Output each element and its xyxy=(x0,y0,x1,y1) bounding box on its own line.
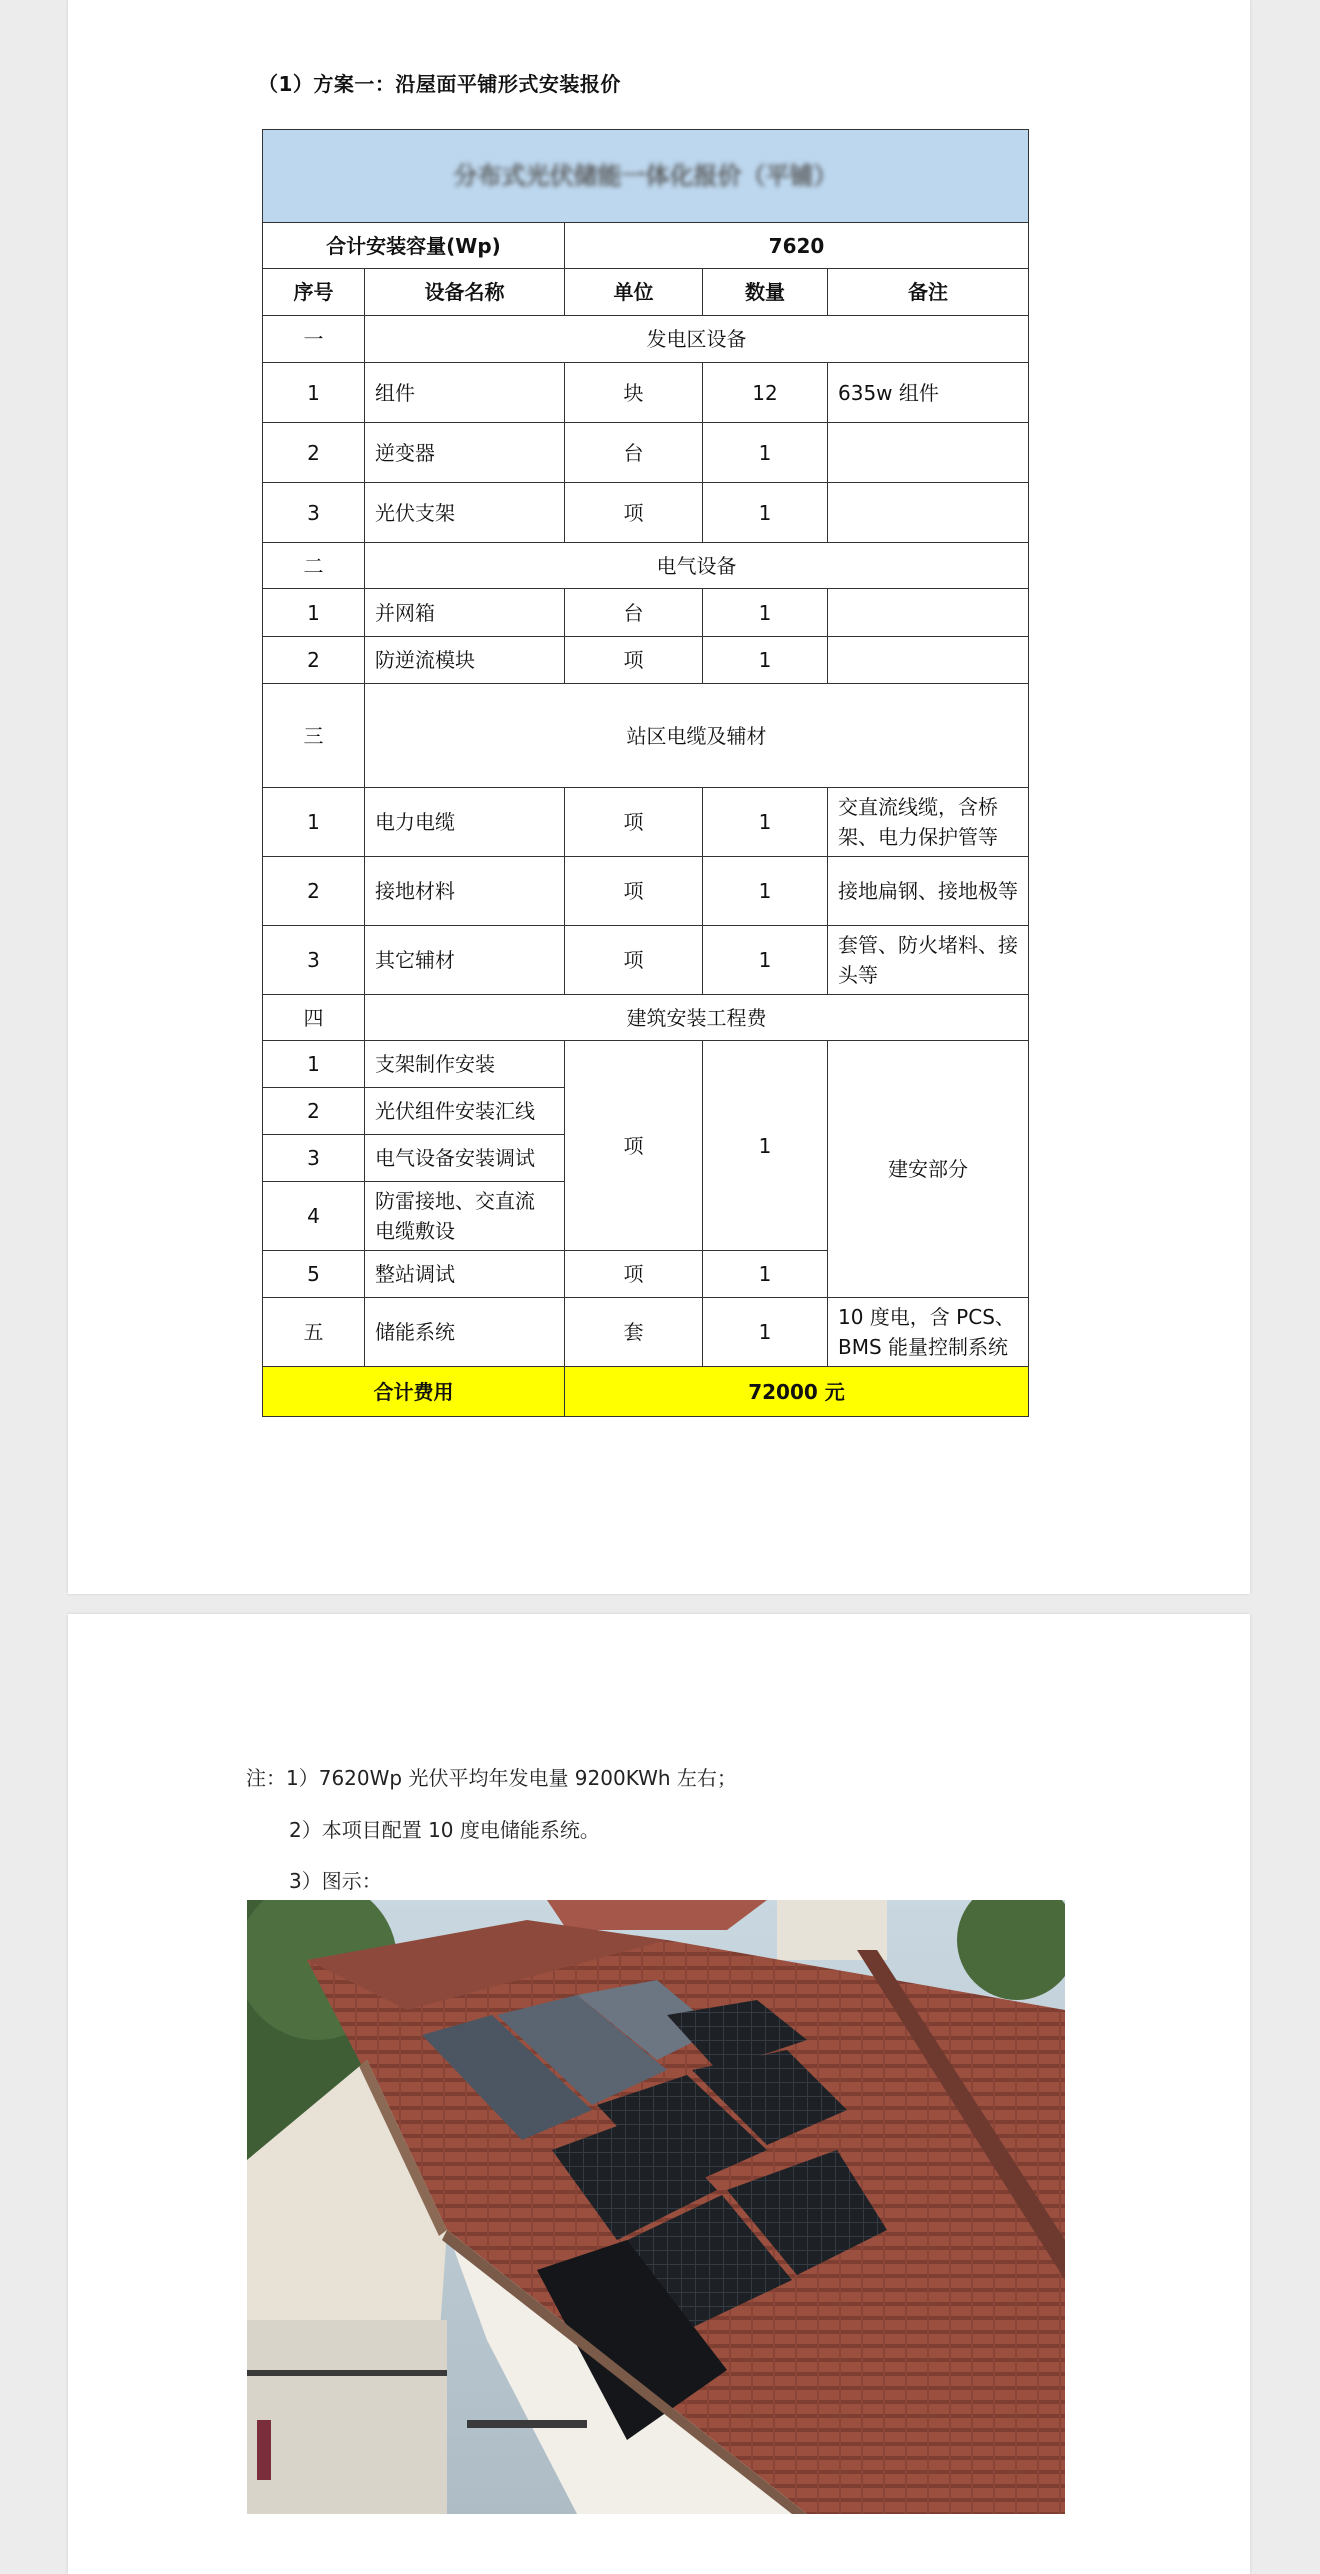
section-row xyxy=(263,995,1029,1041)
item-unit: 项 xyxy=(565,483,703,543)
row-number: 1 xyxy=(263,589,365,637)
item-note xyxy=(828,589,1029,637)
item-qty: 1 xyxy=(703,788,828,857)
row-number: 2 xyxy=(263,637,365,684)
note-line-2: 2）本项目配置 10 度电储能系统。 xyxy=(289,1818,600,1842)
row-number: 2 xyxy=(263,1088,365,1135)
item-qty: 1 xyxy=(703,1041,828,1251)
section-number: 四 xyxy=(263,995,365,1041)
row-number: 5 xyxy=(263,1251,365,1298)
capacity-value: 7620 xyxy=(565,223,1029,269)
capacity-row xyxy=(263,223,1029,269)
item-name: 电气设备安装调试 xyxy=(365,1135,565,1182)
row-number: 1 xyxy=(263,363,365,423)
table-row xyxy=(263,483,1029,543)
total-row xyxy=(263,1367,1029,1417)
item-unit: 台 xyxy=(565,589,703,637)
section-row xyxy=(263,684,1029,788)
section-title: 站区电缆及辅材 xyxy=(365,684,1029,788)
item-note: 套管、防火堵料、接头等 xyxy=(828,926,1029,995)
item-qty: 1 xyxy=(703,857,828,926)
section-row xyxy=(263,543,1029,589)
item-note: 接地扁钢、接地极等 xyxy=(828,857,1029,926)
item-qty: 1 xyxy=(703,423,828,483)
section-heading: （1）方案一：沿屋面平铺形式安装报价 xyxy=(258,72,621,96)
section-number: 一 xyxy=(263,316,365,363)
item-name: 整站调试 xyxy=(365,1251,565,1298)
table-row xyxy=(263,363,1029,423)
item-name: 逆变器 xyxy=(365,423,565,483)
item-unit: 项 xyxy=(565,1041,703,1251)
header-cell: 备注 xyxy=(828,269,1029,316)
rooftop-solar-photo xyxy=(247,1900,1065,2514)
item-name: 光伏组件安装汇线 xyxy=(365,1088,565,1135)
table-row xyxy=(263,637,1029,684)
blurred-title: 分布式光伏储能一体化报价（平铺） xyxy=(453,162,838,190)
item-unit: 项 xyxy=(565,857,703,926)
item-unit: 套 xyxy=(565,1298,703,1367)
item-qty: 12 xyxy=(703,363,828,423)
item-name: 其它辅材 xyxy=(365,926,565,995)
row-number: 2 xyxy=(263,857,365,926)
table-row xyxy=(263,857,1029,926)
item-name: 储能系统 xyxy=(365,1298,565,1367)
section-title: 建筑安装工程费 xyxy=(365,995,1029,1041)
item-note xyxy=(828,483,1029,543)
section-number: 二 xyxy=(263,543,365,589)
row-number: 3 xyxy=(263,1135,365,1182)
item-unit: 项 xyxy=(565,926,703,995)
item-unit: 项 xyxy=(565,1251,703,1298)
item-qty: 1 xyxy=(703,483,828,543)
item-name: 光伏支架 xyxy=(365,483,565,543)
note-line-1: 注：1）7620Wp 光伏平均年发电量 9200KWh 左右； xyxy=(246,1766,737,1790)
item-qty: 1 xyxy=(703,589,828,637)
table-row xyxy=(263,788,1029,857)
item-note: 交直流线缆，含桥架、电力保护管等 xyxy=(828,788,1029,857)
row-number: 1 xyxy=(263,788,365,857)
item-note xyxy=(828,423,1029,483)
item-qty: 1 xyxy=(703,1298,828,1367)
item-note xyxy=(828,637,1029,684)
quote-table xyxy=(262,129,1029,1417)
section-title: 电气设备 xyxy=(365,543,1029,589)
item-name: 支架制作安装 xyxy=(365,1041,565,1088)
table-banner xyxy=(263,130,1029,223)
item-name: 电力电缆 xyxy=(365,788,565,857)
table-row xyxy=(263,1298,1029,1367)
capacity-label: 合计安装容量(Wp) xyxy=(263,223,565,269)
table-row xyxy=(263,1041,1029,1088)
table-row xyxy=(263,423,1029,483)
item-name: 接地材料 xyxy=(365,857,565,926)
note-line-3: 3）图示： xyxy=(289,1869,382,1893)
header-cell: 单位 xyxy=(565,269,703,316)
section-number: 五 xyxy=(263,1298,365,1367)
total-label: 合计费用 xyxy=(263,1367,565,1417)
item-name: 并网箱 xyxy=(365,589,565,637)
item-unit: 项 xyxy=(565,788,703,857)
section-number: 三 xyxy=(263,684,365,788)
row-number: 4 xyxy=(263,1182,365,1251)
header-cell: 序号 xyxy=(263,269,365,316)
total-value: 72000 元 xyxy=(565,1367,1029,1417)
item-name: 防雷接地、交直流电缆敷设 xyxy=(365,1182,565,1251)
section-row xyxy=(263,316,1029,363)
table-row xyxy=(263,589,1029,637)
item-note: 635w 组件 xyxy=(828,363,1029,423)
page-2 xyxy=(68,1614,1250,2574)
table-row xyxy=(263,926,1029,995)
item-qty: 1 xyxy=(703,1251,828,1298)
page-1 xyxy=(68,0,1250,1594)
item-note: 10 度电，含 PCS、BMS 能量控制系统 xyxy=(828,1298,1029,1367)
row-number: 2 xyxy=(263,423,365,483)
item-unit: 台 xyxy=(565,423,703,483)
row-number: 3 xyxy=(263,483,365,543)
row-number: 3 xyxy=(263,926,365,995)
item-qty: 1 xyxy=(703,926,828,995)
item-name: 防逆流模块 xyxy=(365,637,565,684)
header-row xyxy=(263,269,1029,316)
item-name: 组件 xyxy=(365,363,565,423)
header-cell: 数量 xyxy=(703,269,828,316)
row-number: 1 xyxy=(263,1041,365,1088)
header-cell: 设备名称 xyxy=(365,269,565,316)
item-note: 建安部分 xyxy=(828,1041,1029,1298)
item-qty: 1 xyxy=(703,637,828,684)
item-unit: 项 xyxy=(565,637,703,684)
item-unit: 块 xyxy=(565,363,703,423)
section-title: 发电区设备 xyxy=(365,316,1029,363)
